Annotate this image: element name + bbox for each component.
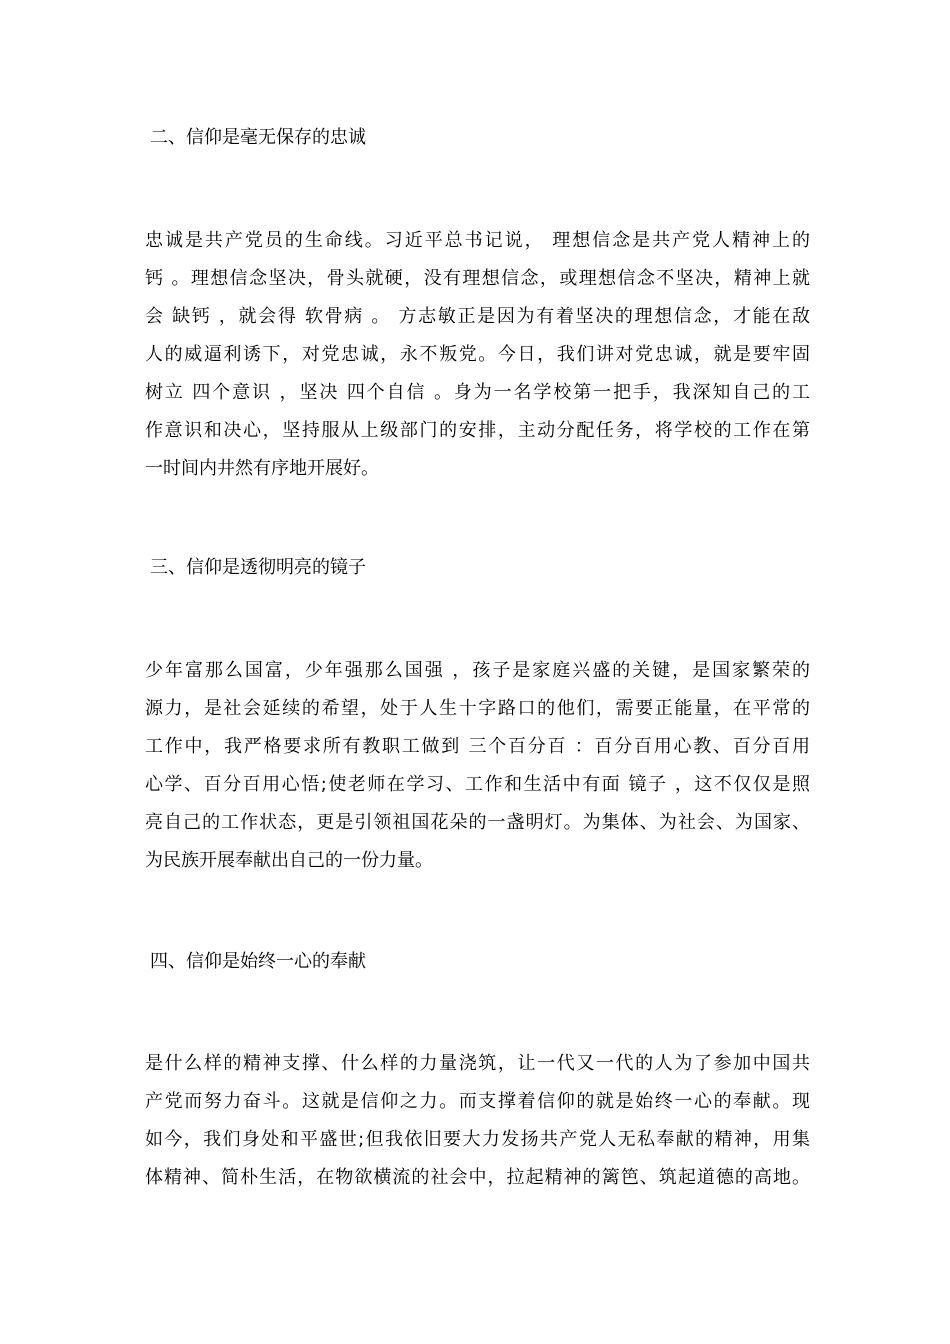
paragraph-line: 源力，是社会延续的希望，处于人生十字路口的他们，需要正能量，在平常的	[145, 698, 810, 719]
paragraph-line: 作意识和决心，坚持服从上级部门的安排，主动分配任务，将学校的工作在第	[145, 420, 810, 441]
paragraph-line: 人的威逼利诱下，对党忠诚，永不叛党。今日，我们讲对党忠诚，就是要牢固	[145, 344, 810, 365]
paragraph-line: 树立 四个意识 ，坚决 四个自信 。身为一名学校第一把手，我深知自己的工	[145, 382, 810, 403]
paragraph-line: 会 缺钙 ，就会得 软骨病 。 方志敏正是因为有着坚决的理想信念，才能在敌	[145, 306, 810, 327]
paragraph-line: 一时间内井然有序地开展好。	[145, 458, 379, 479]
paragraph-line: 亮自己的工作状态，更是引领祖国花朵的一盏明灯。为集体、为社会、为国家、	[145, 812, 810, 833]
paragraph-line: 产党而努力奋斗。这就是信仰之力。而支撑着信仰的就是始终一心的奉献。现	[145, 1091, 810, 1112]
paragraph-line: 是什么样的精神支撑、什么样的力量浇筑，让一代又一代的人为了参加中国共	[145, 1053, 810, 1074]
section-paragraph-2	[145, 222, 810, 488]
paragraph-line: 如今，我们身处和平盛世;但我依旧要大力发扬共产党人无私奉献的精神，用集	[145, 1129, 810, 1150]
paragraph-line: 为民族开展奉献出自己的一份力量。	[145, 850, 433, 871]
section-heading-3: 三、信仰是透彻明亮的镜子	[150, 557, 366, 578]
paragraph-line: 少年富那么国富，少年强那么国强 ，孩子是家庭兴盛的关键，是国家繁荣的	[145, 660, 810, 681]
section-heading-4: 四、信仰是始终一心的奉献	[150, 951, 366, 972]
section-paragraph-3	[145, 652, 810, 880]
section-heading-2: 二、信仰是毫无保存的忠诚	[150, 127, 366, 148]
paragraph-line: 工作中，我严格要求所有教职工做到 三个百分百 ：百分百用心教、百分百用	[145, 736, 810, 757]
paragraph-line: 体精神、简朴生活，在物欲横流的社会中，拉起精神的篱笆、筑起道德的高地。	[145, 1167, 810, 1188]
paragraph-line: 忠诚是共产党员的生命线。习近平总书记说， 理想信念是共产党人精神上的	[145, 230, 810, 251]
section-paragraph-4	[145, 1045, 810, 1197]
paragraph-line: 钙 。理想信念坚决，骨头就硬，没有理想信念，或理想信念不坚决，精神上就	[145, 268, 810, 289]
paragraph-line: 心学、百分百用心悟;使老师在学习、工作和生活中有面 镜子 ，这不仅仅是照	[145, 774, 810, 795]
